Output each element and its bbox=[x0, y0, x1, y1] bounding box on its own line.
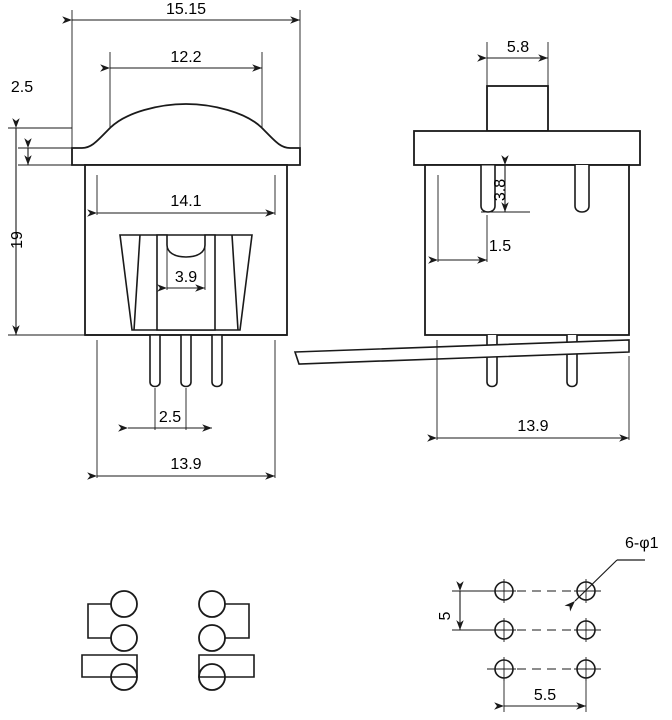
dim-side-boss-width: 5.8 bbox=[506, 39, 530, 56]
dim-front-pin-pitch: 2.5 bbox=[158, 409, 182, 426]
dim-front-overall-height: 19 bbox=[9, 231, 26, 249]
dim-front-pin-span: 13.9 bbox=[170, 456, 202, 473]
dim-front-cap-width: 12.2 bbox=[170, 49, 202, 66]
dim-front-body-width: 14.1 bbox=[170, 193, 202, 210]
dim-side-slot-depth: 3.8 bbox=[492, 178, 509, 202]
dim-pcb-horizontal-pitch: 5.5 bbox=[533, 687, 557, 704]
side-view bbox=[295, 86, 640, 387]
circuit-symbol bbox=[82, 591, 254, 690]
note-pcb-holes: 6-φ1 bbox=[625, 535, 659, 552]
dim-front-cap-height: 2.5 bbox=[10, 79, 34, 96]
dim-side-slot-offset: 1.5 bbox=[488, 238, 512, 255]
dim-front-overall-width: 15.15 bbox=[165, 1, 207, 18]
dim-front-inner-width: 3.9 bbox=[174, 269, 198, 286]
dim-pcb-vertical-pitch: 5 bbox=[437, 611, 454, 621]
dim-side-pin-span: 13.9 bbox=[517, 418, 549, 435]
front-view bbox=[72, 104, 300, 387]
